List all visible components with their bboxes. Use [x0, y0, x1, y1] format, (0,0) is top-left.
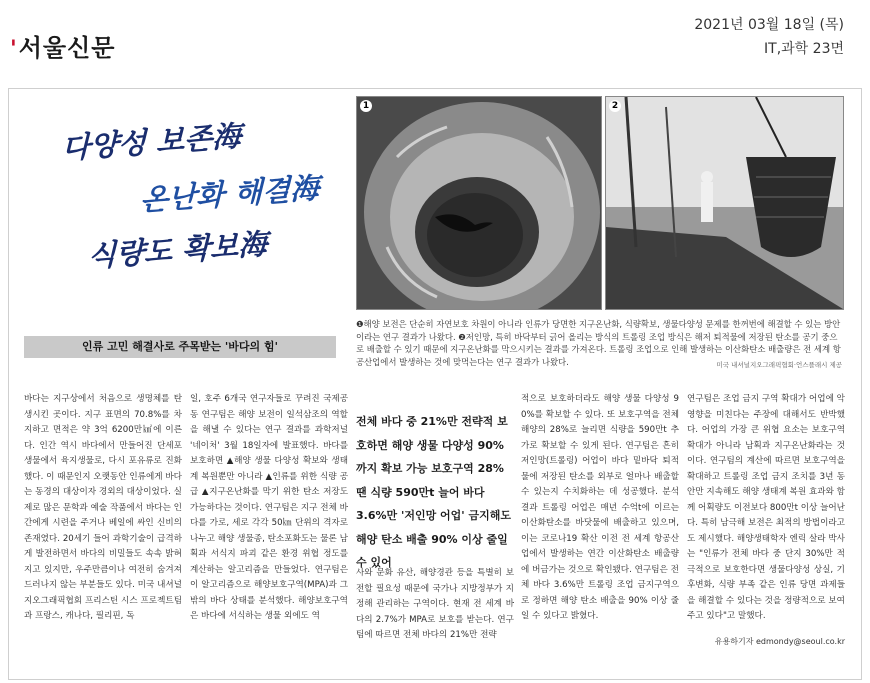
body-column-4: 적으로 보호하더라도 해양 생물 다양성 90%를 확보할 수 있다. 또 보호구역을 전체 해양의 28%로 늘리면 식량을 590만t 추가로 확보할 수 있게 된다. 연구팀은 흔히 저인망(트롤링) 어업이 바다 밑바닥 퇴적물에 저장된 탄소를 외부로 얼마나 배출할 수 있는지 수치화하는 데 성공했다. 분석 결과 트롤링 어업은 매년 수억t에 이르는 이산화탄소를 바닷물에 배출하고 있으며, 이는 코로나19 확산 이전 전 세계 항공산업에서 발생하는 연간 이산화탄소 배출량에 버금가는 것으로 확인됐다. 연구팀은 전체 바다 3.6%만 트롤링 조업 금지구역으로 정하면 해양 탄소 배출을 90% 이상 줄일 수 있다고 밝혔다. [521, 394, 679, 621]
photo-caption: ❶해양 보전은 단순히 자연보호 차원이 아니라 인류가 당면한 지구온난화, 식량확보, 생물다양성 문제를 한꺼번에 해결할 수 있는 방안이라는 연구 결과가 나왔다. ❷저인망, 특히 바닥부터 긁어 올리는 방식의 트롤링 조업 방식은 해저 퇴적물에 저장된 탄소를 공기 중으로 배출할 수 있기 때문에 지구온난화를 막으시키는 결과를 가져온다. 트롤링 조업으로 인해 발생하는 이산화탄소 배출량은 전 세계 항공산업에서 발생하는 것에 맞먹는다는 연구 결과가 나왔다. [356, 319, 841, 367]
fisherman-figure [701, 182, 713, 222]
issue-date: 2021년 03월 18일 (목) [694, 17, 844, 33]
pull-quote: 전체 바다 중 21%만 전략적 보호하면 해양 생물 다양성 90%까지 확보 가능 보호구역 28% 땐 식량 590만t 늘어 바다 3.6%만 '저인망 어업' 금지해도 해양 탄소 배출 90% 이상 줄일 수 있어 [356, 415, 511, 569]
newspaper-logo [10, 28, 116, 63]
subheadline: 인류 고민 해결사로 주목받는 '바다의 힘' [82, 340, 278, 353]
headline-line-3: 식량도 확보海 [88, 226, 268, 274]
fish-school-illustration [357, 97, 601, 309]
body-column-1: 바다는 지구상에서 처음으로 생명체를 탄생시킨 곳이다. 지구 표면의 70.8%를 차지하고 면적은 약 3억 6200만㎢에 이른다. 인간 역시 바다에서 만들어진 단세포 생물에서 육지생물로, 다시 포유류로 진화했다. 이 때문인지 오랫동안 인류에게 바다는 동경의 대상이자 경외의 대상이었다. 실제로 많은 문학과 예술 작품에서 바다는 인간에게 시련을 주거나 베일에 싸인 신비의 존재였다. 20세기 들어 과학기술이 급격하게 발전하면서 바다의 비밀들도 속속 밝혀지고 있지만, 우주만큼이나 여전히 숨겨져 드러나지 않는 부분들도 있다. 미국 내셔널지오그래픽협회 프리스틴 시스 프로젝트팀과 프랑스, 캐나다, 필리핀, 독 [24, 394, 182, 621]
photo-badge-2: 2 [609, 100, 621, 112]
fish-school-photo [356, 96, 602, 310]
body-column-2: 일, 호주 6개국 연구자들로 꾸려진 국제공동 연구팀은 해양 보전이 일석삼조의 역할을 해낼 수 있다는 연구 결과를 과학저널 '네이처' 3월 18일자에 발표했다. 바다를 보호하면 ▲해양 생물 다양성 확보와 생태계 복원뿐만 아니라 ▲인류를 위한 식량 공급 ▲지구온난화를 막기 위한 탄소 저장도 가능하다는 것이다. 연구팀은 지구 전체 바다를 가로, 세로 각각 50㎞ 단위의 격자로 나누고 해양 생물종, 탄소포화도는 물론 남획과 서식지 파괴 같은 환경 위협 정도를 계산하는 알고리즘을 만들었다. 연구팀은 이 알고리즘으로 해양보호구역(MPA)과 그 밖의 바다 상태를 분석했다. 해양보호구역은 바다에 서식하는 생물 외에도 역 [190, 394, 348, 621]
trawler-net-photo [605, 96, 844, 310]
body-column-5: 연구팀은 조업 금지 구역 확대가 어업에 악영향을 미친다는 주장에 대해서도 반박했다. 어업의 가장 큰 위협 요소는 보호구역 확대가 아니라 남획과 지구온난화라는 것이다. 연구팀의 계산에 따르면 보호구역을 확대하고 트롤링 조업 금지 조치를 3년 동안만 지속해도 해양 생태계 복원 효과와 함께 어획량도 이전보다 800만t 이상 늘어난다. 특히 남극해 보전은 최적의 방법이라고도 제시했다. 해양생태학자 엔릭 살라 박사는 "인류가 전체 바다 중 단지 30%만 적극적으로 보호한다면 생물다양성 상실, 기후변화, 식량 부족 같은 인류 당면 과제들을 해결할 수 있다는 것을 정량적으로 보여 주고 있다"고 말했다. [687, 394, 845, 621]
body-column-3: 사와 문화 유산, 해양경관 등을 특별히 보전할 필요성 때문에 국가나 지방정부가 지정해 관리하는 구역이다. 현재 전 세계 바다의 2.7%가 MPA로 보호를 받는다. 연구팀에 따르면 전체 바다의 21%만 전략 [356, 568, 514, 640]
section-page: IT,과학 23면 [764, 41, 844, 57]
logo-text: 서울신문 [18, 34, 116, 62]
logo-mark: ' [10, 37, 18, 62]
headline-line-2: 온난화 해결海 [140, 170, 320, 218]
headline-line-1: 다양성 보존海 [62, 118, 242, 166]
byline: 유용하기자 edmondy@seoul.co.kr [714, 637, 845, 646]
photo-credit: 미국 내셔널지오그래픽협회·언스플래시 제공 [716, 361, 842, 369]
trawler-illustration [606, 97, 843, 309]
photo-badge-1: 1 [360, 100, 372, 112]
